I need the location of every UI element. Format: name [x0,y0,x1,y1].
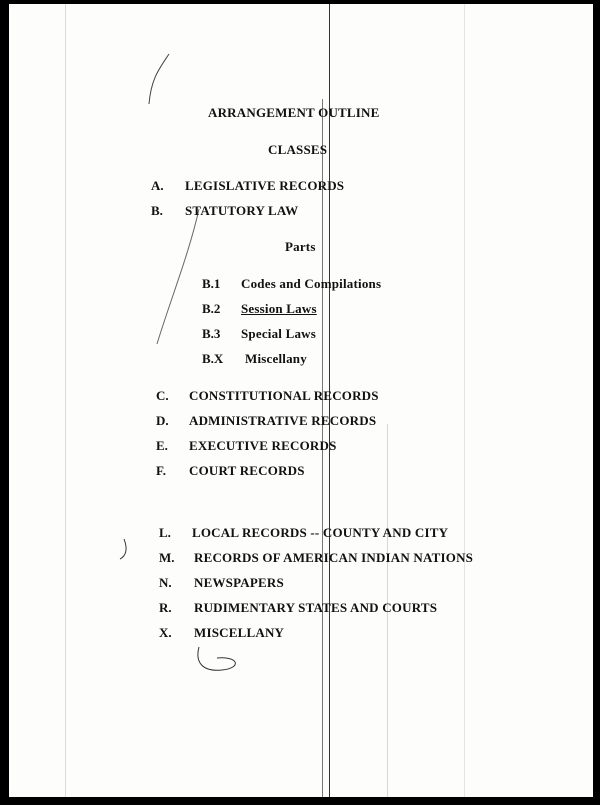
document-page [9,4,593,797]
class-letter: A. [151,178,164,193]
class-label: LOCAL RECORDS -- COUNTY AND CITY [192,525,449,540]
class-label: EXECUTIVE RECORDS [189,438,337,453]
class-letter: M. [159,550,175,565]
class-letter: C. [156,388,169,403]
class-letter: N. [159,575,172,590]
pen-mark [187,642,247,682]
section-heading-parts: Parts [285,239,316,254]
pen-mark [114,534,134,564]
class-letter: L. [159,525,171,540]
class-letter: D. [156,413,169,428]
class-label: MISCELLANY [194,625,285,640]
pen-mark [139,49,179,109]
part-code: B.1 [202,276,221,291]
document-title: ARRANGEMENT OUTLINE [208,105,380,120]
class-letter: E. [156,438,168,453]
scan-line [464,4,465,797]
class-label: NEWSPAPERS [194,575,284,590]
class-letter: F. [156,463,166,478]
part-label: Session Laws [241,301,317,316]
class-letter: R. [159,600,172,615]
part-label: Miscellany [245,351,307,366]
class-label: RUDIMENTARY STATES AND COURTS [194,600,438,615]
pen-mark [149,204,209,354]
class-label: STATUTORY LAW [185,203,299,218]
class-label: LEGISLATIVE RECORDS [185,178,345,193]
class-label: CONSTITUTIONAL RECORDS [189,388,379,403]
section-heading-classes: CLASSES [268,142,328,157]
class-letter: X. [159,625,172,640]
part-label: Special Laws [241,326,316,341]
class-letter: B. [151,203,163,218]
part-code: B.3 [202,326,221,341]
part-code: B.2 [202,301,221,316]
class-label: COURT RECORDS [189,463,305,478]
scan-line [65,4,66,797]
part-label: Codes and Compilations [241,276,382,291]
class-label: RECORDS OF AMERICAN INDIAN NATIONS [194,550,474,565]
part-code: B.X [202,351,224,366]
class-label: ADMINISTRATIVE RECORDS [189,413,377,428]
